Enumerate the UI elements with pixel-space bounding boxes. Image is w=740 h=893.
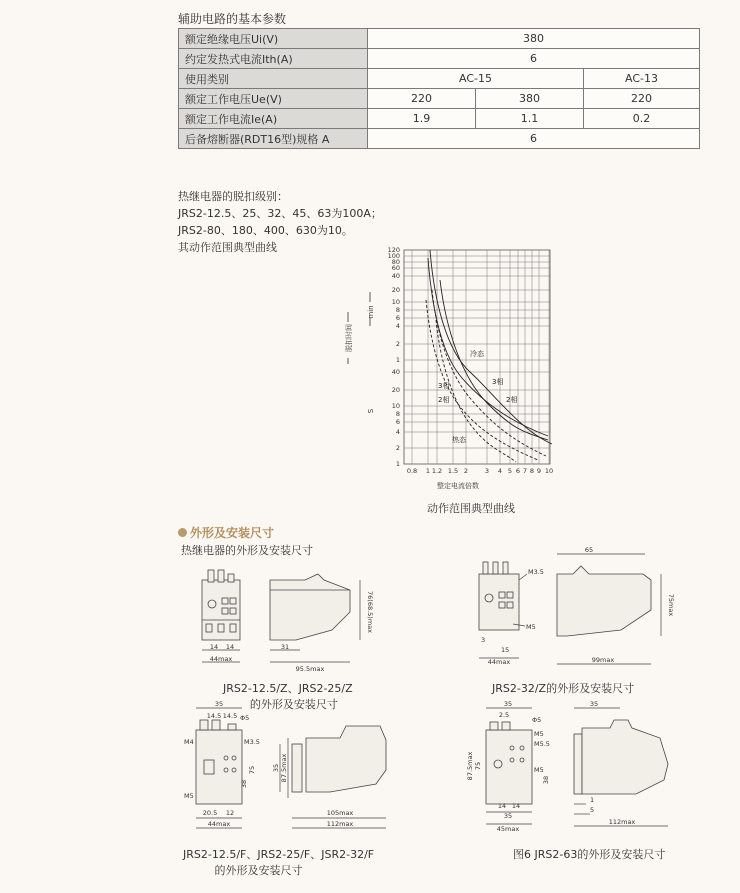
row-label: 额定工作电压Ue(V)	[179, 89, 368, 109]
fig3-dim: 87.5max	[280, 753, 288, 783]
row-value: AC-15	[368, 69, 584, 89]
fig4-dim: 35	[503, 700, 513, 708]
fig1-dim: 76(68.5)max	[366, 591, 374, 633]
y-tick-label: 40	[391, 272, 400, 280]
x-tick-label: 0.8	[406, 467, 418, 475]
fig1-drawing	[190, 568, 375, 676]
fig4-dim: Φ5	[532, 716, 542, 724]
y-tick-label: 2	[395, 444, 400, 452]
fig2-dim: 65	[584, 546, 594, 554]
y-tick-label: 100	[387, 252, 400, 260]
fig3-dim: 44max	[207, 820, 231, 828]
row-value: 6	[368, 129, 700, 149]
bullet-icon	[178, 528, 187, 537]
x-tick-label: 4	[497, 467, 503, 475]
x-tick-label: 2	[463, 467, 469, 475]
fig2-caption: JRS2-32/Z的外形及安装尺寸	[492, 682, 635, 695]
y-tick-label: 80	[391, 258, 400, 266]
row-label: 额定绝缘电压Ui(V)	[179, 29, 368, 49]
fig3-dim: 35	[214, 700, 224, 708]
fig4-dim: 87.5max	[466, 751, 474, 781]
fig1-dim: 44max	[209, 655, 233, 663]
fig2-drawing	[465, 540, 685, 670]
fig4-dim: 112max	[608, 818, 636, 826]
fig3-dim: M3.5	[244, 738, 260, 746]
y-tick-label: 20	[391, 286, 400, 294]
fig2-dim: 75max	[667, 593, 675, 617]
fig2-dim: 99max	[591, 656, 615, 664]
row-value: AC-13	[584, 69, 700, 89]
series-label: 2相	[506, 396, 518, 404]
y-tick-label: 4	[395, 322, 400, 330]
fig3-dim: 38	[240, 779, 248, 789]
aux-params-title: 辅助电路的基本参数	[178, 12, 287, 26]
y-tick-label: 4	[395, 428, 400, 436]
fig3-dim: 35	[272, 763, 280, 773]
row-value: 220	[584, 89, 700, 109]
series-label: 3相	[438, 382, 450, 390]
x-tick-label: 1.5	[447, 467, 459, 475]
y-tick-label: 6	[395, 314, 400, 322]
curve-line	[430, 250, 552, 444]
x-tick-label: 1.2	[431, 467, 443, 475]
series-label: 2相	[438, 396, 450, 404]
row-value: 6	[368, 49, 700, 69]
x-tick-label: 10	[544, 467, 554, 475]
row-label: 后备熔断器(RDT16型)规格 A	[179, 129, 368, 149]
curve-line	[428, 258, 548, 436]
fig4-dim: 5	[590, 806, 595, 814]
y-tick-label: 120	[387, 246, 400, 254]
fig1-caption: JRS2-12.5/Z、JRS2-25/Z 的外形及安装尺寸	[223, 682, 353, 711]
y-tick-label: 8	[395, 410, 400, 418]
chart-ylabel: 脱扣时间	[345, 324, 353, 352]
row-label: 额定工作电流Ie(A)	[179, 109, 368, 129]
row-value: 0.2	[584, 109, 700, 129]
x-tick-label: 1	[425, 467, 431, 475]
y-tick-label: 20	[391, 386, 400, 394]
curve-line	[436, 320, 516, 462]
y-tick-label: 10	[391, 402, 400, 410]
chart-curves	[426, 250, 552, 462]
fig3-dim: 14.5	[222, 712, 238, 720]
y-tick-label: 2	[395, 340, 400, 348]
y-tick-label: 1	[395, 356, 400, 364]
fig4-dim: 1	[590, 796, 595, 804]
row-value: 1.1	[476, 109, 584, 129]
fig2-dim: 3	[481, 636, 486, 644]
fig3-dim: 14.5	[206, 712, 222, 720]
fig4-caption: 图6 JRS2-63的外形及安装尺寸	[513, 848, 666, 861]
fig4-dim: 14	[497, 802, 507, 810]
row-value: 380	[368, 29, 700, 49]
y-tick-label: 40	[391, 368, 400, 376]
fig4-dim: 75	[474, 761, 482, 771]
fig4-dim: M5	[534, 766, 544, 774]
fig3-drawing	[180, 700, 395, 840]
series-label: 冷态	[470, 350, 484, 358]
fig4-dim: M5.5	[534, 740, 550, 748]
fig3-dim: 12	[225, 809, 235, 817]
fig2-dim: 15	[501, 646, 510, 654]
fig3-dim: Φ5	[240, 714, 250, 722]
x-tick-label: 7	[522, 467, 528, 475]
row-label: 约定发热式电流Ith(A)	[179, 49, 368, 69]
fig4-drawing	[460, 700, 690, 840]
fig2-dim: 44max	[487, 658, 511, 666]
series-label: 3相	[492, 378, 504, 386]
series-label: 热态	[452, 436, 466, 444]
section-subtitle: 热继电器的外形及安装尺寸	[181, 544, 313, 557]
chart-caption: 动作范围典型曲线	[427, 502, 515, 515]
fig3-dim: 112max	[326, 820, 354, 828]
y-tick-label: 8	[395, 306, 400, 314]
x-tick-label: 8	[529, 467, 535, 475]
x-tick-label: 5	[507, 467, 513, 475]
row-value: 1.9	[368, 109, 476, 129]
chart-xlabel: 整定电流倍数	[437, 482, 479, 490]
chart-y-unit-min: min	[367, 305, 375, 319]
y-tick-label: 1	[395, 460, 400, 468]
y-tick-label: 60	[391, 264, 400, 272]
fig3-dim: 105max	[326, 809, 354, 817]
fig4-dim: 14	[511, 802, 521, 810]
fig4-dim: 45max	[496, 825, 520, 833]
fig3-dim: 75	[248, 765, 256, 775]
row-value: 220	[368, 89, 476, 109]
chart-y-unit-s: S	[367, 408, 375, 414]
fig3-caption: JRS2-12.5/F、JRS2-25/F、JSR2-32/F 的外形及安装尺寸	[183, 848, 375, 877]
y-tick-label: 6	[395, 418, 400, 426]
fig2-dim: M3.5	[528, 568, 544, 576]
x-tick-label: 3	[484, 467, 490, 475]
trip-line: JRS2-80、180、400、630为10。	[178, 224, 353, 237]
fig3-dim: M5	[184, 792, 194, 800]
fig1-dim: 14	[225, 643, 235, 651]
y-tick-label: 10	[391, 298, 400, 306]
fig4-dim: 38	[542, 775, 550, 785]
fig2-dim: M5	[526, 623, 536, 631]
fig3-dim: 20.5	[202, 809, 218, 817]
fig1-dim: 31	[280, 643, 290, 651]
x-tick-label: 9	[536, 467, 542, 475]
section-title: 外形及安装尺寸	[178, 522, 274, 541]
fig1-dim: 95.5max	[295, 665, 325, 673]
fig4-dim: M5	[534, 730, 544, 738]
fig3-dim: M4	[184, 738, 194, 746]
trip-line: 其动作范围典型曲线	[178, 241, 277, 254]
fig4-dim: 35	[503, 812, 513, 820]
row-value: 380	[476, 89, 584, 109]
row-label: 使用类别	[179, 69, 368, 89]
fig4-dim: 35	[589, 700, 599, 708]
fig1-dim: 14	[209, 643, 219, 651]
x-tick-label: 6	[515, 467, 521, 475]
chart-ticks	[388, 246, 554, 475]
trip-line: 热继电器的脱扣级别：	[178, 190, 288, 203]
curve-line	[432, 290, 546, 456]
fig4-dim: 2.5	[498, 711, 510, 719]
trip-line: JRS2-12.5、25、32、45、63为100A；	[178, 207, 382, 220]
